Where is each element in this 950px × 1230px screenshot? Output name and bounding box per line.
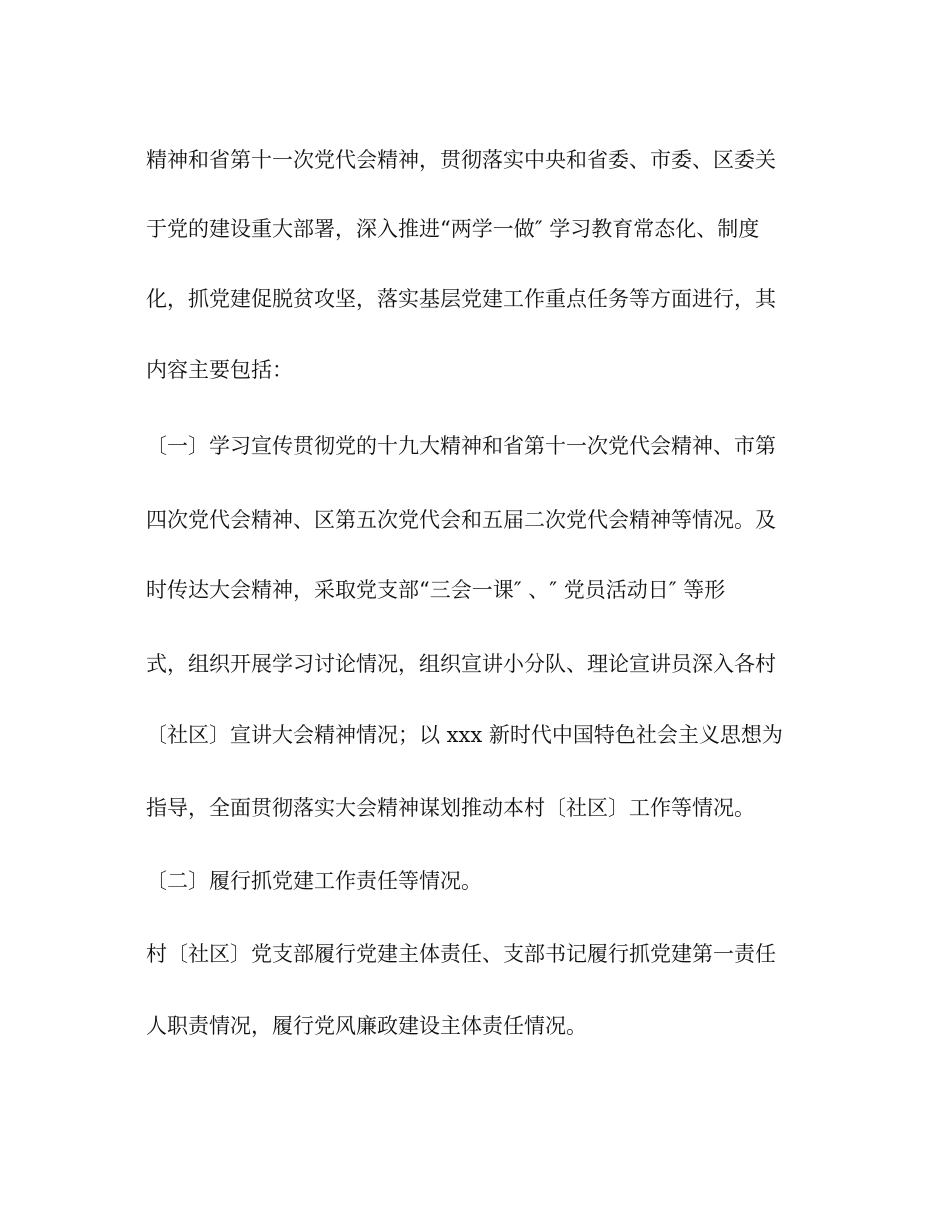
text-line: 〔一〕学习宣传贯彻党的十九大精神和省第十一次党代会精神、市第 (146, 434, 776, 458)
text-line: 于党的建设重大部署，深入推进“两学一做″ 学习教育常态化、制度 (146, 217, 760, 241)
section-heading: 〔二〕履行抓党建工作责任等情况。 (146, 869, 482, 893)
text-line: 精神和省第十一次党代会精神，贯彻落实中央和省委、市委、区委关 (146, 148, 776, 172)
text-line: 人职责情况，履行党风廉政建设主体责任情况。 (146, 1014, 587, 1038)
text-line: 四次党代会精神、区第五次党代会和五届二次党代会精神等情况。及 (146, 508, 776, 532)
text-line: 时传达大会精神，采取党支部“三会一课″ 、″ 党员活动日″ 等形 (146, 578, 726, 602)
text-line: 村〔社区〕党支部履行党建主体责任、支部书记履行抓党建第一责任 (146, 942, 776, 966)
text-line: 化，抓党建促脱贫攻坚，落实基层党建工作重点任务等方面进行，其 (146, 287, 776, 311)
text-line: 〔社区〕宣讲大会精神情况；以 xxx 新时代中国特色社会主义思想为 (146, 723, 783, 747)
text-line: 式，组织开展学习讨论情况，组织宣讲小分队、理论宣讲员深入各村 (146, 652, 776, 676)
text-line: 内容主要包括： (146, 358, 293, 382)
text-line: 指导，全面贯彻落实大会精神谋划推动本村〔社区〕工作等情况。 (146, 796, 755, 820)
